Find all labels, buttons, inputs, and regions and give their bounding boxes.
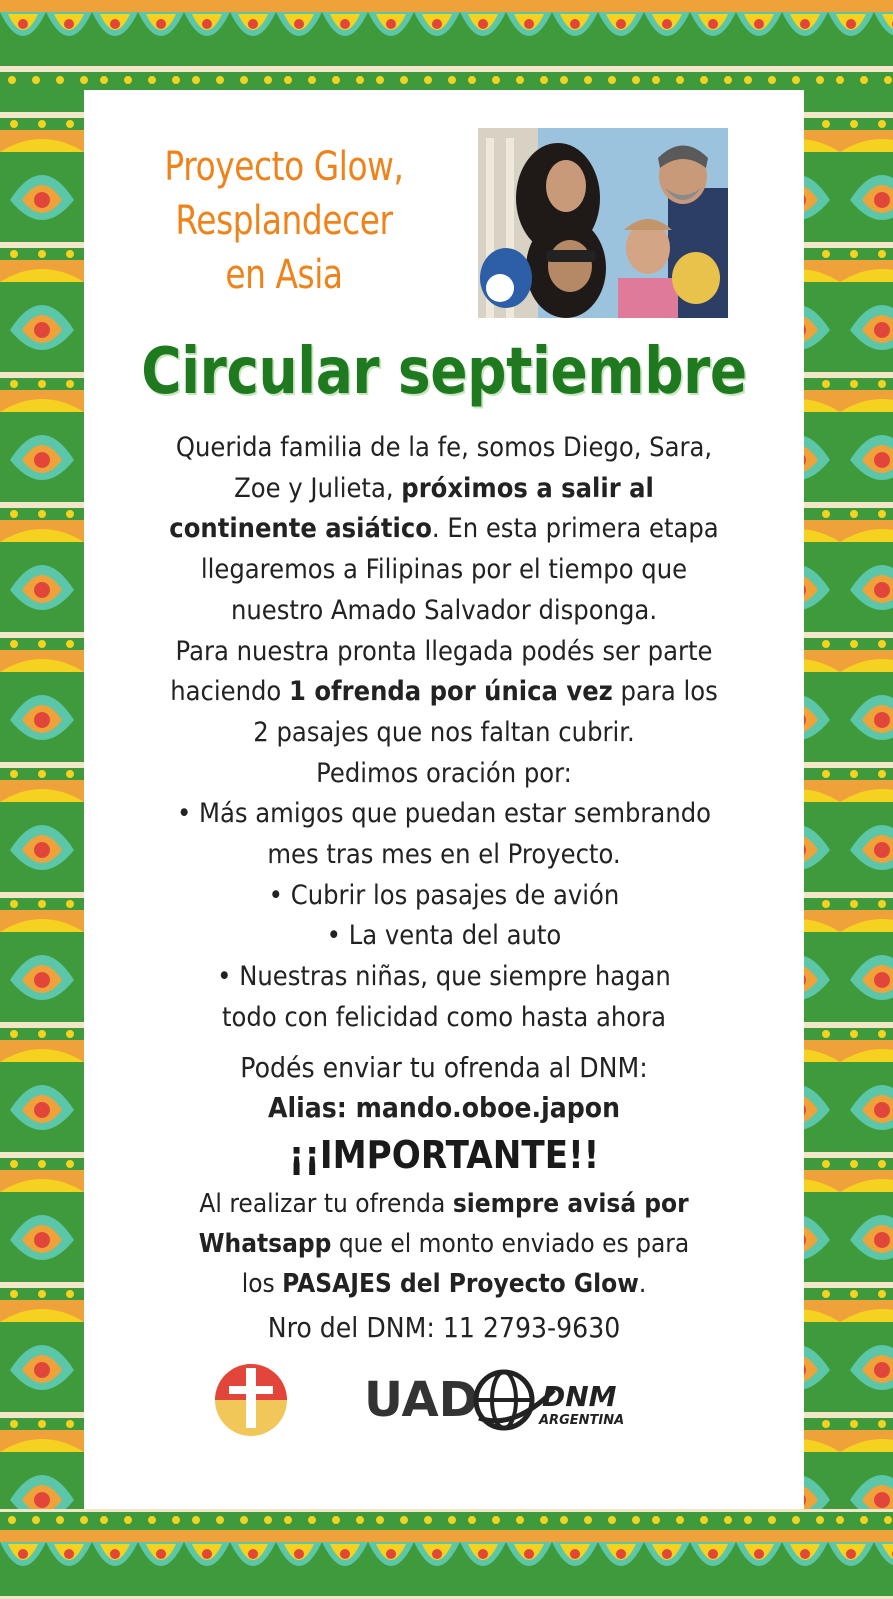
logos-row (84, 1360, 804, 1440)
body-line: Querida familia de la fe, somos Diego, Sara, (175, 432, 713, 463)
body-line (138, 672, 750, 713)
body-line: Para nuestra pronta llegada podés ser parte (175, 635, 713, 667)
prayer-item-cont: todo con felicidad como hasta ahora (222, 1001, 666, 1033)
dnm-logo-subtext: ARGENTINA (539, 1413, 625, 1428)
whatsapp-notice (84, 1184, 804, 1304)
offering-info (84, 1048, 804, 1128)
body-text-segment: haciendo (170, 676, 289, 708)
offering-text: Podés enviar tu ofrenda al DNM: (240, 1051, 648, 1084)
family-photo (478, 128, 728, 318)
body-text-segment: . En esta primera etapa (431, 513, 719, 545)
body-line (138, 509, 750, 550)
notice-text-segment: . (638, 1269, 647, 1299)
prayer-item: • Nuestras niñas, que siempre hagan (217, 961, 671, 993)
prayer-heading: Pedimos oración por: (316, 757, 572, 789)
body-text-segment: Zoe y Julieta, (234, 472, 402, 504)
prayer-item: • Cubrir los pasajes de avión (268, 879, 620, 911)
dnm-phone-number: Nro del DNM: 11 2793-9630 (267, 1311, 621, 1344)
body-text-segment: para los (612, 676, 718, 708)
notice-bold-segment: PASAJES del Proyecto Glow (282, 1269, 639, 1299)
project-title (120, 140, 448, 302)
notice-text-segment: Al realizar tu ofrenda (199, 1189, 453, 1219)
notice-bold-segment: siempre avisá por (452, 1189, 689, 1219)
uad-logo (364, 1372, 479, 1428)
project-title-line-2: Resplandecer (175, 198, 393, 244)
prayer-item: • La venta del auto (326, 920, 562, 952)
content-card (84, 90, 804, 1509)
dnm-argentina-logo (476, 1372, 624, 1428)
body-bold-segment: continente asiático (169, 513, 432, 545)
body-line: 2 pasajes que nos faltan cubrir. (253, 716, 635, 748)
bank-alias: Alias: mando.oboe.japon (267, 1091, 621, 1124)
body-line: llegaremos a Filipinas por el tiempo que (200, 554, 688, 586)
important-heading: ¡¡IMPORTANTE!! (288, 1133, 600, 1177)
church-logo (215, 1364, 287, 1436)
body-bold-segment: próximos a salir al (401, 472, 654, 504)
body-line: nuestro Amado Salvador disponga. (230, 594, 658, 626)
main-title: Circular septiembre (141, 335, 747, 409)
notice-text-segment: que el monto enviado es para (331, 1229, 690, 1259)
notice-text-segment: los (241, 1269, 283, 1299)
uad-logo-text: UAD (364, 1372, 479, 1428)
project-title-line-3: en Asia (225, 252, 343, 298)
body-bold-segment: 1 ofrenda por única vez (288, 676, 613, 708)
notice-bold-segment: Whatsapp (198, 1229, 332, 1259)
prayer-item: • Más amigos que puedan estar sembrando (176, 798, 712, 830)
body-line (138, 469, 750, 510)
notice-line (120, 1264, 768, 1304)
project-title-line-1: Proyecto Glow, (164, 144, 404, 190)
dnm-logo-text: DNM (542, 1380, 617, 1413)
notice-line (120, 1224, 768, 1264)
prayer-item-cont: mes tras mes en el Proyecto. (267, 839, 621, 871)
notice-line (120, 1184, 768, 1224)
letter-body (104, 428, 784, 1039)
